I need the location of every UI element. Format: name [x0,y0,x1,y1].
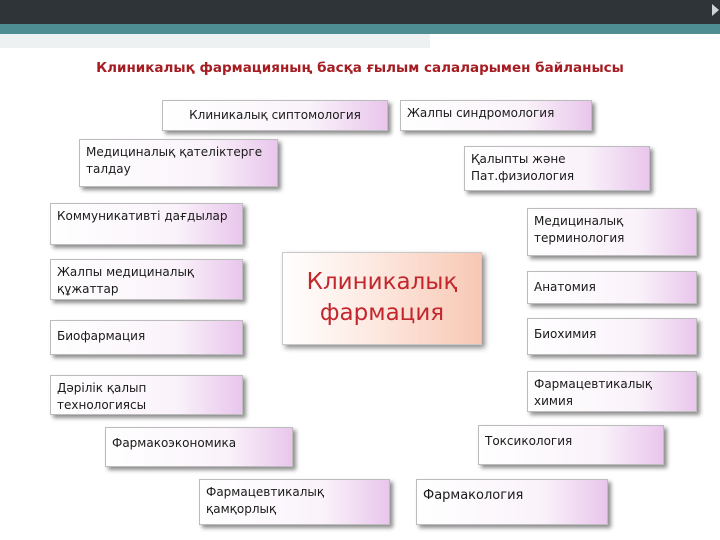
node-pharmaceutical-care: Фармацевтикалық қамқорлық [199,479,390,525]
central-node-label-line1: Клиникалық [306,269,458,295]
central-node-clinical-pharmacy [282,252,482,345]
node-medical-errors-analysis: Медициналық қателіктерге талдау [79,139,278,187]
central-node-label-line2: фармация [319,300,445,326]
node-pharmacology: Фармакология [416,479,608,525]
node-medical-documents: Жалпы медициналық құжаттар [50,259,243,300]
node-anatomy: Анатомия [527,271,697,304]
node-pathophysiology: Қалыпты және Пат.физиология [464,146,650,191]
node-medical-terminology: Медициналық терминология [527,208,697,256]
node-general-syndromology: Жалпы синдромология [400,100,592,131]
node-pharmacoeconomics: Фармакоэкономика [105,427,293,467]
header-bar [0,0,720,24]
node-biopharmacy: Биофармация [50,320,243,355]
header-shadow-band [0,34,430,48]
node-biochemistry: Биохимия [527,318,697,355]
node-communication-skills: Коммуникативті дағдылар [50,203,243,245]
triangle-marker-icon [712,4,719,16]
node-drug-form-technology: Дәрілік қалып технологиясы [50,375,243,415]
node-toxicology: Токсикология [478,425,664,465]
slide-title: Клиникалық фармацияның басқа ғылым салаларымен байланысы [96,60,624,76]
node-clinical-symptomology: Клиникалық сиптомология [162,100,388,131]
node-pharmaceutical-chemistry: Фармацевтикалық химия [527,371,697,412]
header-accent-stripe [0,24,720,34]
